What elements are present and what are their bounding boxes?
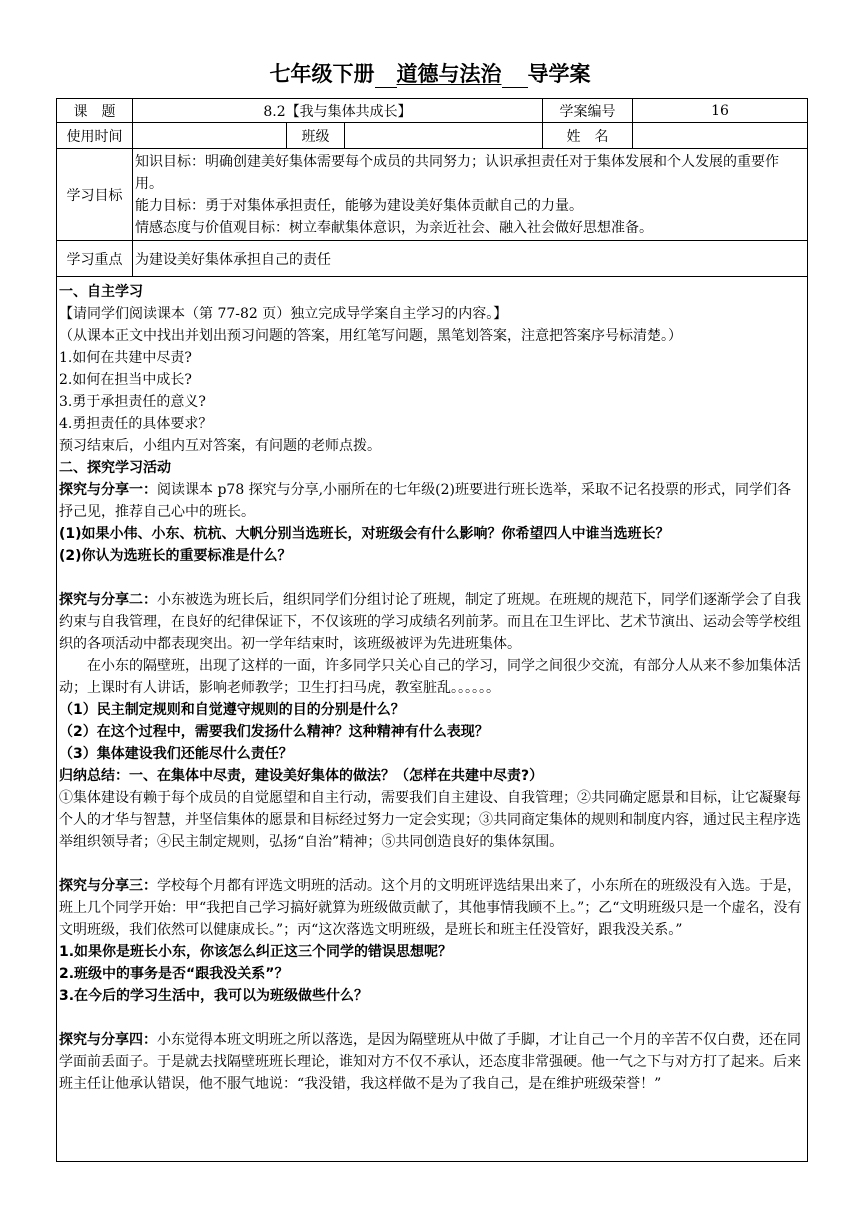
class-label: 班级 [301, 128, 330, 145]
explore-1-question: (1)如果小伟、小东、杭杭、大帆分别当选班长，对班级会有什么影响？你希望四人中谁当选班长？ [59, 526, 670, 542]
title-suffix: 导学案 [527, 62, 591, 86]
topic-value: 8.2【我与集体共成长】 [263, 103, 412, 120]
info-row [57, 123, 807, 149]
explore-2 [59, 589, 803, 655]
name-label: 姓 名 [566, 128, 609, 145]
time-label: 使用时间 [66, 128, 123, 145]
explore-3-question: 1.如果你是班长小东，你该怎么纠正这三个同学的错误思想呢？ [59, 944, 453, 960]
explore-3-text: 学校每个月都有评选文明班的活动。这个月的文明班评选结果出来了，小东所在的班级没有入选。于是，班上几个同学开始：甲“我把自己学习搞好就算为班级做贡献了，其他事情我顾不上。”；乙“文明班级只是一个虚名，没有文明班级，我们依然可以健康成长。”；丙“这次落选文明班级，是班长和班主任没管好，跟我没关系。” [59, 878, 802, 938]
topic-label-cell [57, 99, 133, 122]
explore-1 [59, 479, 803, 523]
goals-label: 学习目标 [66, 187, 123, 204]
code-value: 16 [711, 102, 729, 119]
explore-2-question: （2）在这个过程中，需要我们发扬什么精神？这种精神有什么表现？ [59, 724, 489, 740]
goals-label-cell [57, 149, 133, 240]
title-subject: 道德与法治 [396, 62, 502, 86]
code-label-cell [543, 99, 633, 122]
class-label-cell [287, 123, 345, 148]
name-input[interactable] [633, 123, 807, 148]
explore-4-text: 小东觉得本班文明班之所以落选，是因为隔壁班从中做了手脚，才让自己一个月的辛苦不仅白费，还在同学面前丢面子。于是就去找隔壁班班长理论，谁知对方不仅不承认，还态度非常强硬。他一气之下与对方打了起来。后来班主任让他承认错误，他不服气地说：“我没错，我这样做不是为了我自己，是在维护班级荣誉！” [59, 1032, 801, 1092]
self-study-end-note: 预习结束后，小组内互对答案，有问题的老师点拨。 [59, 438, 381, 454]
explore-1-text: 阅读课本 p78 探究与分享,小丽所在的七年级(2)班要进行班长选举，采取不记名投票的形式，同学们各抒己见，推荐自己心中的班长。 [59, 482, 791, 520]
title-underline-gap [502, 65, 528, 88]
topic-label: 课 题 [73, 103, 116, 120]
self-study-note: （从课本正文中找出并划出预习问题的答案，用红笔写问题，黑笔划答案，注意把答案序号标清楚。） [59, 328, 682, 344]
focus-value: 为建设美好集体承担自己的责任 [135, 251, 331, 268]
goals-row [57, 149, 807, 241]
summary-text: ①集体建设有赖于每个成员的自觉愿望和自主行动，需要我们自主建设、自我管理；②共同确定愿景和目标，让它凝聚每个人的才华与智慧，并坚信集体的愿景和目标经过努力一定会实现；③共同商定集体的规则和制度内容，通过民主程序选举组织领导者；④民主制定规则，弘扬“自治”精神；⑤共同创造良好的集体氛围。 [59, 790, 801, 850]
class-input[interactable] [345, 123, 543, 148]
focus-row [57, 241, 807, 277]
explore-1-question: (2)你认为选班长的重要标准是什么？ [59, 548, 292, 564]
explore-2-question: （1）民主制定规则和自觉遵守规则的目的分别是什么？ [59, 702, 405, 718]
focus-value-cell [133, 241, 807, 276]
explore-3-label: 探究与分享三： [59, 878, 157, 894]
topic-row [57, 99, 807, 123]
self-study-instruction: 【请同学们阅读课本（第 77-82 页）独立完成导学案自主学习的内容。】 [59, 306, 508, 322]
explore-3 [59, 875, 803, 941]
focus-label-cell [57, 241, 133, 276]
code-label: 学案编号 [559, 103, 616, 120]
explore-4-label: 探究与分享四： [59, 1032, 157, 1048]
self-study-question: 3.勇于承担责任的意义? [59, 394, 206, 410]
explore-2-text-2: 在小东的隔壁班，出现了这样的一面，许多同学只关心自己的学习，同学之间很少交流，有部分人从来不参加集体活动；上课时有人讲话，影响老师教学；卫生打扫马虎，教室脏乱。。。。。。 [59, 658, 801, 696]
answer-space[interactable] [59, 853, 803, 875]
goal-knowledge: 知识目标：明确创建美好集体需要每个成员的共同努力；认识承担责任对于集体发展和个人发展的重要作用。 [135, 154, 779, 192]
self-study-question: 4.勇担责任的具体要求？ [59, 416, 213, 432]
guide-sheet [56, 98, 808, 1162]
topic-value-cell [133, 99, 543, 122]
self-study-question: 1.如何在共建中尽责? [59, 350, 192, 366]
title-underline-gap [375, 65, 397, 88]
page-title [0, 60, 860, 88]
answer-space[interactable] [59, 1007, 803, 1029]
focus-label: 学习重点 [66, 251, 123, 268]
goal-ability: 能力目标：勇于对集体承担责任，能够为建设美好集体贡献自己的力量。 [135, 198, 583, 214]
goal-emotion: 情感态度与价值观目标：树立奉献集体意识，为亲近社会、融入社会做好思想准备。 [135, 220, 653, 236]
explore-3-question: 2.班级中的事务是否“跟我没关系”？ [59, 966, 289, 982]
self-study-question: 2.如何在担当中成长? [59, 372, 192, 388]
explore-2-label: 探究与分享二： [59, 592, 157, 608]
time-label-cell [57, 123, 133, 148]
explore-2-text: 小东被选为班长后，组织同学们分组讨论了班规，制定了班规。在班规的规范下，同学们逐渐学会了自我约束与自我管理，在良好的纪律保证下，不仅该班的学习成绩名列前茅。而且在卫生评比、艺术节演出、运动会等学校组织的各项活动中都表现突出。初一学年结束时，该班级被评为先进班集体。 [59, 592, 801, 652]
summary-title: 归纳总结：一、在集体中尽责，建设美好集体的做法？（怎样在共建中尽责?） [59, 768, 544, 784]
answer-space[interactable] [59, 567, 803, 589]
name-label-cell [543, 123, 633, 148]
section-explore-title: 二、探究学习活动 [59, 460, 171, 476]
section-self-study-title: 一、自主学习 [59, 284, 143, 300]
explore-3-question: 3.在今后的学习生活中，我可以为班级做些什么？ [59, 988, 369, 1004]
goals-content [133, 149, 807, 240]
explore-1-label: 探究与分享一： [59, 482, 157, 498]
title-prefix: 七年级下册 [269, 62, 375, 86]
code-value-cell[interactable] [633, 99, 807, 122]
explore-4 [59, 1029, 803, 1095]
explore-2-question: （3）集体建设我们还能尽什么责任？ [59, 746, 293, 762]
guide-body [57, 277, 807, 1095]
time-input[interactable] [133, 123, 287, 148]
